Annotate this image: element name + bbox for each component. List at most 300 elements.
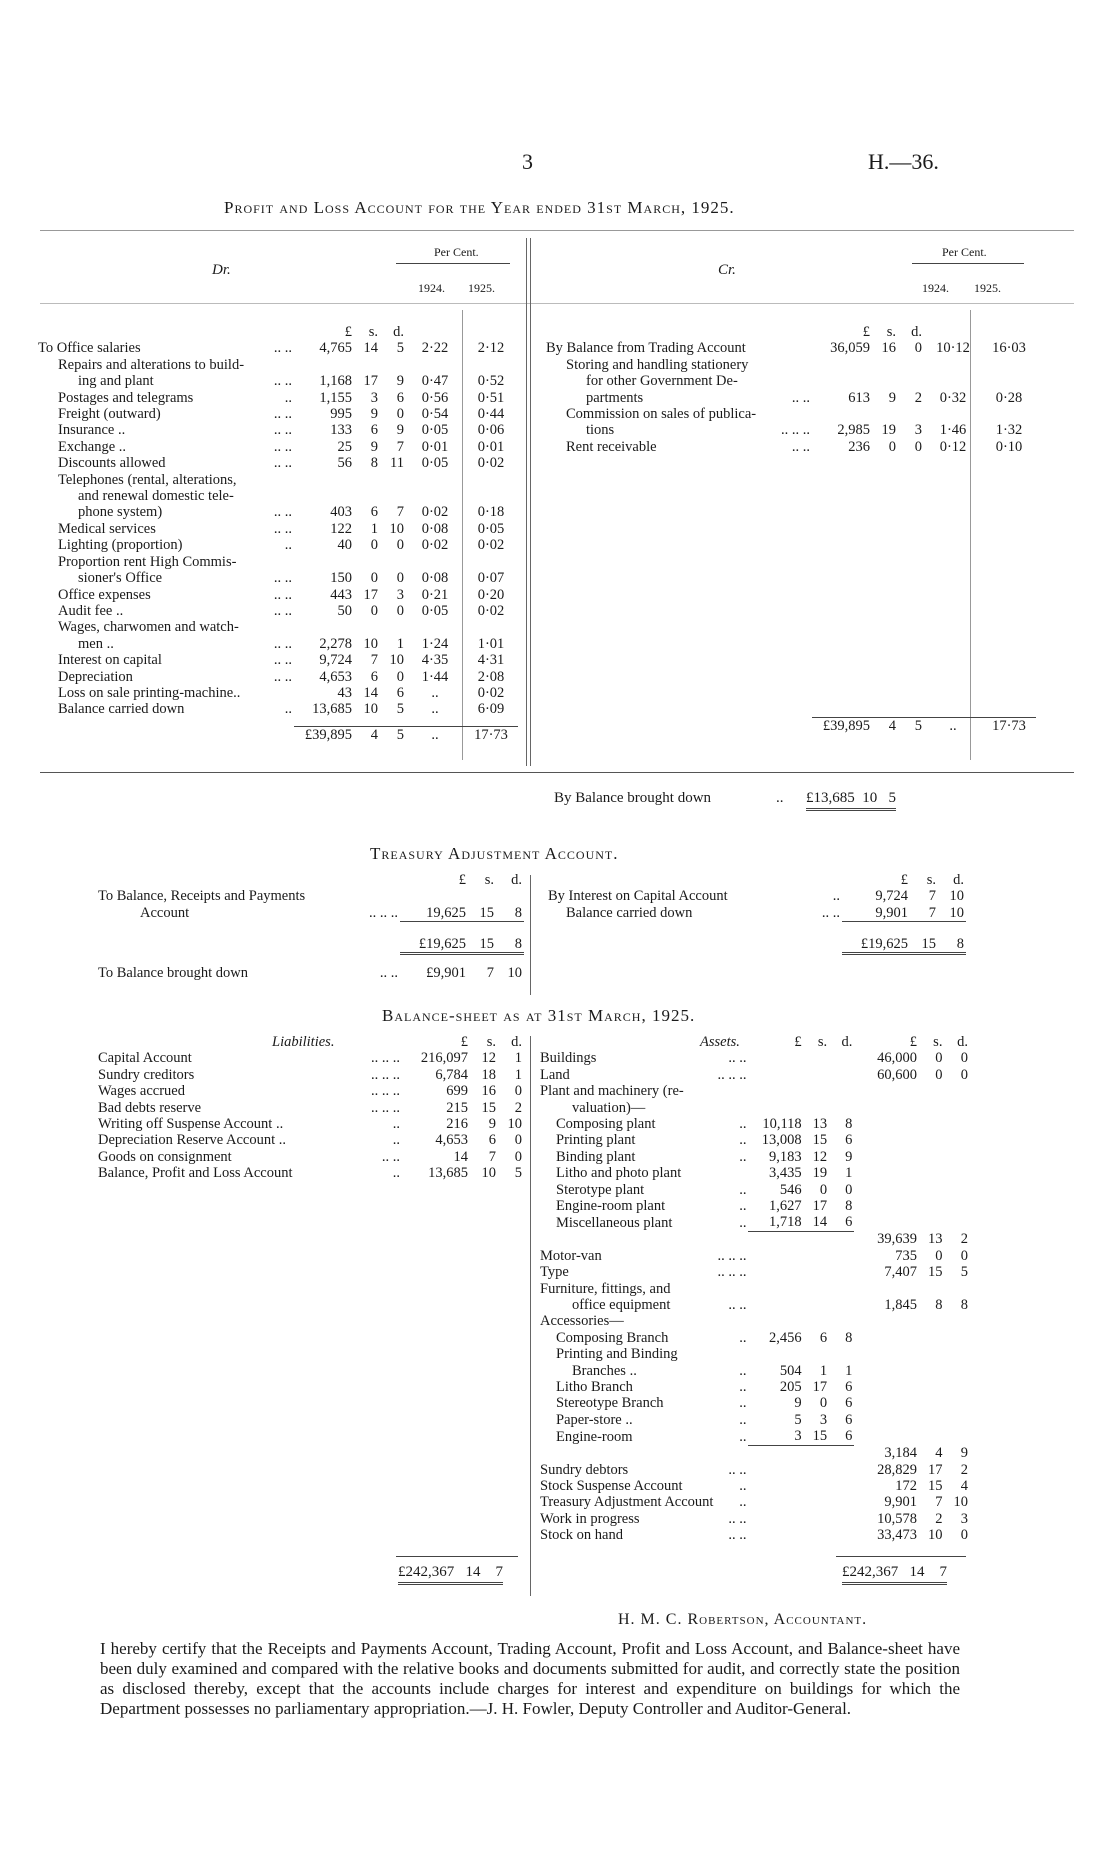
amount-shillings: 8 (370, 455, 378, 472)
percent-1925: 0·28 (995, 389, 1023, 406)
amount-pounds: 216 (446, 1116, 468, 1133)
inner-shillings (804, 1313, 830, 1329)
percent-1924: 0·12 (939, 438, 967, 455)
outer-pence (944, 1165, 970, 1181)
inner-pence (829, 1462, 854, 1478)
amount-pence: 0 (396, 602, 404, 619)
outer-pence (944, 1149, 970, 1165)
leader-dots: .. .. .. (717, 1066, 747, 1083)
amount-shillings: 7 (488, 1148, 496, 1165)
amount-pence: 7 (939, 1564, 947, 1580)
amount-pence (380, 472, 406, 488)
inner-pounds (748, 1248, 803, 1264)
inner-pence: 6 (845, 1395, 853, 1412)
outer-shillings (919, 1083, 945, 1099)
cr-percent-rule (912, 263, 1024, 264)
leader-dots: .. (739, 1395, 747, 1412)
treasury-credit-table: £ s. d. By Interest on Capital Account .. 9,724 7 10 Balance carried down .. .. 9,901 7 10 £19,625 15 8 (548, 872, 964, 952)
outer-shillings (919, 1281, 945, 1297)
dr-percent-heading: Per Cent. (434, 245, 479, 259)
amount-shillings: 10 (862, 790, 878, 806)
percent-1924 (406, 554, 464, 570)
amount-shillings: 17 (363, 586, 378, 603)
amount-pence: 3 (914, 422, 922, 439)
amount-shillings: 6 (370, 668, 378, 685)
header-spacer (982, 324, 1036, 340)
asset-label: Stock Suspense Account (540, 1477, 683, 1494)
leader-dots: .. (739, 1411, 747, 1428)
page-number: 3 (522, 149, 533, 174)
inner-pence (829, 1346, 854, 1362)
outer-pounds: 1,845 (884, 1297, 917, 1313)
inner-shillings (804, 1445, 830, 1461)
amount-pounds (294, 488, 354, 504)
percent-1925 (464, 357, 518, 373)
asset-row (540, 1313, 970, 1329)
liability-label: Goods on consignment (98, 1148, 232, 1165)
leader-dots (269, 357, 294, 373)
inner-shillings (804, 1346, 830, 1362)
percent-1924 (406, 357, 464, 373)
total-percent-1924: .. (924, 718, 982, 735)
amount-shillings: 12 (481, 1050, 496, 1067)
account-row (38, 669, 518, 685)
amount-shillings: 17 (363, 373, 378, 390)
amount-pounds: £9,901 (426, 965, 466, 982)
pl-debit-table (38, 324, 518, 743)
inner-pounds: 5 (794, 1411, 802, 1428)
amount-shillings: 14 (363, 340, 378, 357)
percent-1924: 0·54 (421, 406, 449, 423)
asset-label: Motor-van (540, 1247, 602, 1264)
amount-pounds: 133 (330, 422, 352, 439)
outer-pence (944, 1313, 970, 1329)
percent-1924: 0·05 (421, 422, 449, 439)
inner-shillings (804, 1494, 830, 1510)
outer-pounds: 9,901 (884, 1494, 917, 1511)
inner-shillings: 15 (804, 1428, 830, 1445)
leader-dots (776, 406, 812, 422)
row-label: Loss on sale printing-machine.. (58, 684, 241, 701)
liability-row (96, 1165, 524, 1181)
outer-pence (944, 1281, 970, 1297)
percent-1924: 10·12 (936, 340, 970, 357)
inner-pounds (748, 1083, 803, 1099)
inner-pence: 8 (845, 1198, 853, 1215)
leader-dots: .. .. (273, 586, 292, 603)
pl-brought-down-amount (806, 790, 896, 811)
cr-year-1925: 1925. (974, 281, 1001, 295)
inner-pounds (748, 1494, 803, 1510)
inner-pounds (748, 1231, 803, 1247)
pence-heading: d. (393, 324, 404, 340)
outer-pounds: 3,184 (884, 1445, 917, 1462)
amount-shillings: 9 (370, 406, 378, 423)
account-row (38, 455, 518, 471)
asset-row (540, 1198, 970, 1214)
inner-pence: 9 (845, 1148, 853, 1165)
amount-pence: 0 (514, 1132, 522, 1149)
amount-pounds (294, 357, 354, 373)
amount-shillings: 3 (370, 389, 378, 406)
leader-dots: .. .. .. (781, 422, 810, 439)
leader-dots: .. .. .. (371, 1066, 400, 1083)
asset-label: Printing and Binding (556, 1346, 678, 1363)
leader-dots: .. .. .. (371, 1083, 400, 1100)
outer-pence: 8 (960, 1297, 968, 1313)
percent-1924: 2·22 (421, 340, 449, 357)
percent-1924: 4·35 (421, 652, 449, 669)
amount-pounds: 4,765 (319, 340, 352, 357)
account-row (38, 685, 518, 701)
percent-1924: 0·05 (421, 455, 449, 472)
amount-pounds: 2,985 (837, 422, 870, 439)
amount-shillings (354, 488, 380, 504)
asset-row (540, 1182, 970, 1198)
row-label: Postages and telegrams (58, 389, 194, 406)
account-row (546, 357, 1036, 373)
inner-pounds (748, 1067, 803, 1083)
amount-pounds: 122 (330, 520, 352, 537)
inner-shillings (804, 1248, 830, 1264)
profit-loss-title: Profit and Loss Account for the Year ended 31st March, 1925. (224, 198, 735, 217)
balance-sheet-divider (530, 1036, 531, 1596)
outer-pounds: 33,473 (877, 1527, 917, 1544)
inner-pence (829, 1100, 854, 1116)
outer-shillings: 15 (927, 1264, 943, 1281)
amount-pounds: 36,059 (830, 340, 870, 357)
treasury-left-total-shillings: 15 (468, 936, 496, 954)
amount-shillings: 6 (488, 1132, 496, 1149)
outer-pence (944, 1214, 970, 1231)
asset-label: Stereotype Branch (556, 1395, 664, 1412)
asset-label: Treasury Adjustment Account (540, 1494, 714, 1511)
account-row (38, 587, 518, 603)
cr-year-1924: 1924. (922, 281, 949, 295)
amount-shillings: 0 (370, 537, 378, 554)
amount-shillings: 19 (881, 422, 896, 439)
amount-pounds: 13,685 (312, 701, 352, 718)
account-row (38, 422, 518, 438)
account-row (38, 472, 518, 488)
outer-pounds (854, 1083, 919, 1099)
amount-shillings: 10 (363, 635, 378, 652)
assets-table: Assets. £ s. d. £ s. d. Buildings .. .. 46,000 0 0 Land .. .. .. 60,600 0 0 Plant and machinery (re- valuation)— Composing plant .. 10,118 13 8 Printing plant .. 13,008 15 6 Binding plant .. 9,183 12 9 Litho and photo plant 3,435 19 1 Sterotype plant .. 546 0 0 Engine-room plant .. 1,627 17 8 Miscellaneous plant .. 1,718 14 6 39,639 13 2 Motor-van .. .. .. 735 0 0 Type .. .. .. 7,407 15 5 Furniture, fittings, and office equipment .. .. 1,845 8 8 Accessories— Composing Branch .. 2,456 6 8 Printing and Binding Branches .. .. 504 1 1 Litho Branch .. 205 17 6 Stereotype Branch .. 9 0 6 Paper-store .. .. 5 3 6 Engine-room .. 3 15 6 3,184 4 9 Sundry debtors .. .. 28,829 17 2 Stock Suspense Account .. 172 15 4 Treasury Adjustment Account .. 9,901 7 10 Work in progress .. .. 10,578 2 3 Stock on hand .. .. 33,473 10 0 (540, 1034, 968, 1544)
inner-pounds: 1,627 (769, 1198, 802, 1215)
row-label: for other Government De- (586, 373, 738, 390)
percent-1924 (406, 472, 464, 488)
inner-pounds: 205 (779, 1379, 802, 1396)
percent-1925: 2·12 (477, 340, 505, 357)
liability-label: Sundry creditors (98, 1066, 195, 1083)
row-label: phone system) (78, 504, 163, 521)
outer-shillings (919, 1214, 945, 1231)
outer-shillings: 13 (927, 1231, 943, 1248)
leader-dots: .. .. (791, 438, 810, 455)
total-percent-1925: 17·73 (982, 718, 1036, 735)
row-label: Depreciation (58, 668, 133, 685)
liability-row (96, 1050, 524, 1066)
spacer (38, 718, 518, 727)
amount-shillings: 10 (363, 701, 378, 718)
assets-total (842, 1564, 947, 1585)
percent-1925: 0·20 (477, 586, 505, 603)
percent-1924 (406, 488, 464, 504)
amount-shillings (872, 406, 898, 422)
assets-total-rule (836, 1556, 966, 1557)
total-pounds: £39,895 (294, 726, 354, 743)
outer-pence: 2 (960, 1461, 968, 1478)
inner-shillings: 15 (812, 1132, 828, 1149)
row-label: men .. (78, 635, 114, 652)
leader-dots (715, 1346, 748, 1362)
asset-label: Litho and photo plant (556, 1165, 682, 1182)
audit-certificate: I hereby certify that the Receipts and Payments Account, Trading Account, Profit and Loss Account, and Balance-sheet have been duly examined and compared with the relative books and documents submitted for audit, and correctly state the position as disclosed thereby, except that the accounts include charges for interest and expenditure on buildings for which the Department possesses no parliamentary appropriation.—J. H. Fowler, Deputy Controller and Auditor-General. (100, 1639, 960, 1718)
liability-row (96, 1116, 524, 1132)
inner-shillings (804, 1281, 830, 1297)
total-shillings: 4 (354, 726, 380, 743)
amount-shillings (354, 554, 380, 570)
leader-dots: .. (392, 1165, 400, 1182)
liability-label: Depreciation Reserve Account .. (98, 1132, 287, 1149)
outer-pounds (854, 1379, 919, 1395)
outer-shillings (919, 1363, 945, 1379)
inner-shillings (804, 1100, 830, 1116)
balance-sheet-title: Balance-sheet as at 31st March, 1925. (382, 1006, 696, 1025)
pl-brought-down-dots: .. (776, 790, 784, 806)
inner-pounds (748, 1100, 803, 1116)
amount-pence: 10 (389, 520, 404, 537)
asset-label: Work in progress (540, 1510, 640, 1527)
asset-row (540, 1363, 970, 1379)
amount-shillings: 15 (481, 1099, 496, 1116)
outer-shillings (919, 1379, 945, 1395)
treasury-left-total-pounds: £19,625 (400, 936, 468, 954)
leader-dots: .. (739, 1477, 747, 1494)
pl-bottom-rule (40, 772, 1074, 773)
outer-pounds: 28,829 (877, 1461, 917, 1478)
total-pounds: £39,895 (812, 718, 872, 735)
percent-1924: .. (431, 684, 439, 701)
amount-pounds: 443 (330, 586, 352, 603)
asset-label: Sterotype plant (556, 1181, 645, 1198)
percent-1925 (982, 406, 1036, 422)
outer-pounds (854, 1346, 919, 1362)
liabilities-total (398, 1564, 503, 1585)
account-row (38, 603, 518, 619)
pounds-heading: £ (862, 324, 870, 340)
row-label: Audit fee .. (58, 602, 124, 619)
treasury-left-label-1: To Balance, Receipts and Payments (98, 888, 306, 905)
outer-pence (944, 1412, 970, 1428)
inner-pence: 1 (845, 1165, 853, 1182)
amount-pence (898, 357, 924, 373)
liability-label: Capital Account (98, 1050, 192, 1067)
asset-row (540, 1100, 970, 1116)
amount-pence: 8 (514, 904, 522, 921)
dr-heading: Dr. (212, 262, 231, 278)
amount-pence: 5 (514, 1165, 522, 1182)
amount-shillings: 0 (370, 570, 378, 587)
account-row (38, 504, 518, 520)
liability-row (96, 1132, 524, 1148)
account-row (38, 373, 518, 389)
leader-dots: .. (739, 1116, 747, 1133)
account-row (38, 357, 518, 373)
amount-pence: 10 (949, 904, 964, 921)
percent-1924 (924, 406, 982, 422)
inner-pence (829, 1231, 854, 1247)
percent-1924: 0·32 (939, 389, 967, 406)
asset-row (540, 1346, 970, 1362)
percent-1925 (464, 488, 518, 504)
asset-label: Stock on hand (540, 1527, 623, 1544)
inner-shillings: 1 (819, 1362, 828, 1379)
percent-1924: 1·46 (939, 422, 967, 439)
percent-1925: 0·02 (477, 602, 505, 619)
amount-pence: 0 (514, 1083, 522, 1100)
leader-dots: .. (739, 1214, 747, 1231)
asset-row (540, 1132, 970, 1148)
outer-pence: 4 (960, 1477, 968, 1494)
leader-dots (715, 1165, 748, 1181)
asset-label: Miscellaneous plant (556, 1214, 673, 1231)
inner-pence (829, 1083, 854, 1099)
percent-1924: 0·47 (421, 373, 449, 390)
leader-dots (269, 488, 294, 504)
dr-percent-rule (396, 263, 510, 264)
liab-total-rule (396, 1556, 518, 1557)
amount-pence: 0 (514, 1148, 522, 1165)
leader-dots: .. .. (728, 1510, 747, 1527)
leader-dots: .. (392, 1132, 400, 1149)
account-row (546, 439, 1036, 455)
account-row (38, 619, 518, 635)
asset-row (540, 1116, 970, 1132)
spacer (546, 455, 1036, 718)
header-spacer (776, 324, 812, 340)
inner-pounds: 9,183 (769, 1148, 802, 1165)
leader-dots: .. (284, 389, 292, 406)
pl-center-divider (526, 238, 527, 766)
asset-label: Litho Branch (556, 1379, 633, 1396)
amount-pence: 10 (507, 965, 522, 982)
inner-pounds (748, 1462, 803, 1478)
outer-pounds (854, 1100, 919, 1116)
amount-pounds: 56 (337, 455, 352, 472)
liabilities-heading: Liabilities. (272, 1034, 335, 1050)
amount-shillings (354, 472, 380, 488)
leader-dots: .. .. (728, 1527, 747, 1544)
row-label: tions (586, 422, 615, 439)
leader-dots: .. (392, 1116, 400, 1133)
leader-dots: .. (739, 1148, 747, 1165)
percent-1924: 1·24 (421, 635, 449, 652)
outer-shillings: 15 (927, 1477, 943, 1494)
row-label: Rent receivable (566, 438, 657, 455)
account-row (546, 422, 1036, 438)
percent-1925: 0·02 (477, 684, 505, 701)
header-spacer (546, 324, 776, 340)
amount-pounds: 4,653 (319, 668, 352, 685)
pl-credit-table (546, 324, 1036, 735)
amount-pounds: 699 (446, 1083, 468, 1100)
amount-pounds: £13,685 (806, 790, 855, 806)
inner-pence (829, 1313, 854, 1329)
amount-pence (380, 554, 406, 570)
amount-pounds: 403 (330, 504, 352, 521)
inner-pence (829, 1281, 854, 1297)
outer-shillings: 7 (935, 1494, 943, 1511)
asset-row (540, 1412, 970, 1428)
percent-1924: 0·01 (421, 438, 449, 455)
inner-pounds (748, 1264, 803, 1280)
inner-pence (829, 1297, 854, 1313)
percent-1924: 1·44 (421, 668, 449, 685)
leader-dots: .. .. (379, 965, 398, 982)
outer-shillings: 4 (935, 1445, 943, 1462)
outer-shillings (919, 1428, 945, 1445)
outer-pounds: 172 (895, 1477, 917, 1494)
liability-row (96, 1067, 524, 1083)
leader-dots (269, 619, 294, 635)
amount-pence: 10 (949, 888, 964, 905)
treasury-brought-down-label: To Balance brought down (98, 965, 248, 982)
asset-row (540, 1478, 970, 1494)
outer-pounds: 46,000 (877, 1050, 917, 1067)
amount-shillings: 7 (928, 888, 936, 905)
header-spacer (269, 324, 294, 340)
outer-pence: 2 (960, 1231, 968, 1248)
amount-pence: 2 (514, 1099, 522, 1116)
inner-pence: 6 (845, 1411, 853, 1428)
total-spacer (776, 718, 812, 735)
percent-1925 (464, 619, 518, 635)
percent-1925: 1·01 (477, 635, 505, 652)
outer-shillings (919, 1116, 945, 1132)
outer-pounds (854, 1198, 919, 1214)
liability-row (96, 1083, 524, 1099)
amount-pence: 10 (389, 652, 404, 669)
asset-label: Land (540, 1066, 570, 1083)
amount-pence: 7 (396, 504, 404, 521)
row-label: Office expenses (58, 586, 151, 603)
total-pence: 5 (898, 718, 924, 735)
liabilities-table: Liabilities. £ s. d. Capital Account .. .. .. 216,097 12 1 Sundry creditors .. .. .. 6,784 18 1 Wages accrued .. .. .. 699 16 0 Bad debts reserve .. .. .. 215 15 2 Writing off Suspense Account .. .. 216 9 10 Depreciation Reserve Account .. .. 4,653 6 0 Goods on consignment .. .. 14 7 0 Balance, Profit and Loss Account .. 13,685 10 5 (98, 1034, 522, 1182)
asset-label: Composing Branch (556, 1329, 669, 1346)
leader-dots: .. (739, 1494, 747, 1511)
cr-percent-heading: Per Cent. (942, 245, 987, 259)
amount-pounds: 1,155 (319, 389, 352, 406)
pounds-heading: £ (344, 324, 352, 340)
amount-pence: 7 (495, 1564, 503, 1580)
account-row (38, 521, 518, 537)
inner-pence (829, 1264, 854, 1280)
amount-pounds: 995 (330, 406, 352, 423)
asset-row (540, 1248, 970, 1264)
asset-row (540, 1527, 970, 1543)
inner-pence (829, 1248, 854, 1264)
row-label: Commission on sales of publica- (566, 406, 757, 423)
percent-1925: 0·07 (477, 570, 505, 587)
amount-pence: 6 (396, 389, 404, 406)
total-spacer (269, 726, 294, 743)
inner-pence: 0 (845, 1181, 853, 1198)
row-label: Exchange .. (58, 438, 127, 455)
outer-pence (944, 1100, 970, 1116)
outer-pounds (854, 1116, 919, 1132)
inner-pounds (748, 1050, 803, 1066)
